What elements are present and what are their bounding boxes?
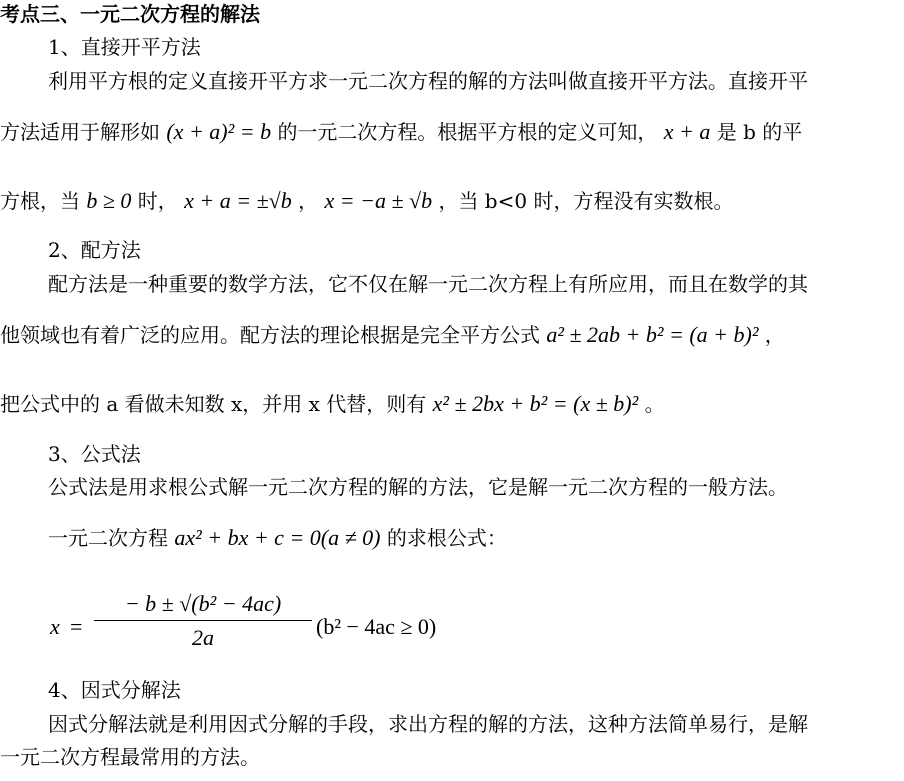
formula-numerator: − b ± √(b² − 4ac) xyxy=(124,591,282,616)
paragraph-line: 一元二次方程 ax² + bx + c = 0(a ≠ 0) 的求根公式： xyxy=(48,525,507,550)
paragraph-line: 公式法是用求根公式解一元二次方程的解的方法，它是解一元二次方程的一般方法。 xyxy=(48,475,788,499)
formula-condition: (b² − 4ac ≥ 0) xyxy=(316,614,437,639)
equation-general-quadratic: ax² + bx + c = 0(a ≠ 0) xyxy=(174,525,381,550)
expression-x-plus-a: x + a xyxy=(663,119,711,144)
paragraph-line: 把公式中的 a 看做未知数 x，并用 x 代替，则有 x² ± 2bx + b² = (x ± b)² 。 xyxy=(0,391,665,416)
equation-root-form-2: x = −a ± √b xyxy=(324,188,433,213)
heading-factorization: 4、因式分解法 xyxy=(48,678,181,702)
section-title: 考点三、一元二次方程的解法 xyxy=(0,2,260,26)
paragraph-line: 方法适用于解形如 (x + a)² = b 的一元二次方程。根据平方根的定义可知， x + a 是 b 的平 xyxy=(0,119,803,144)
heading-direct-square-root: 1、直接开平方法 xyxy=(48,35,201,59)
formula-lhs: x xyxy=(50,614,60,639)
equation-perfect-square: a² ± 2ab + b² = (a + b)² xyxy=(546,322,759,347)
paragraph-line: 配方法是一种重要的数学方法，它不仅在解一元二次方程上有所应用，而且在数学的其 xyxy=(48,272,808,296)
paragraph-line: 一元二次方程最常用的方法。 xyxy=(0,745,260,769)
paragraph-line: 方根，当 b ≥ 0 时， x + a = ±√b ， x = −a ± √b ，当 b<0 时，方程没有实数根。 xyxy=(0,188,734,213)
equation-root-form-1: x + a = ±√b xyxy=(184,188,292,213)
heading-completing-square: 2、配方法 xyxy=(48,238,141,262)
formula-equals: = xyxy=(70,614,83,639)
equation-x-plus-a-squared: (x + a)² = b xyxy=(166,119,272,144)
condition-b-nonnegative: b ≥ 0 xyxy=(86,188,132,213)
formula-fraction xyxy=(94,588,312,653)
paragraph-line: 他领域也有着广泛的应用。配方法的理论根据是完全平方公式 a² ± 2ab + b² = (a + b)² ， xyxy=(0,322,785,347)
equation-perfect-square-x: x² ± 2bx + b² = (x ± b)² xyxy=(432,391,639,416)
paragraph-line: 因式分解法就是利用因式分解的手段，求出方程的解的方法，这种方法简单易行，是解 xyxy=(48,712,808,736)
paragraph-line: 利用平方根的定义直接开平方求一元二次方程的解的方法叫做直接开平方法。直接开平 xyxy=(48,69,808,93)
heading-quadratic-formula: 3、公式法 xyxy=(48,442,141,466)
formula-denominator: 2a xyxy=(192,625,214,650)
